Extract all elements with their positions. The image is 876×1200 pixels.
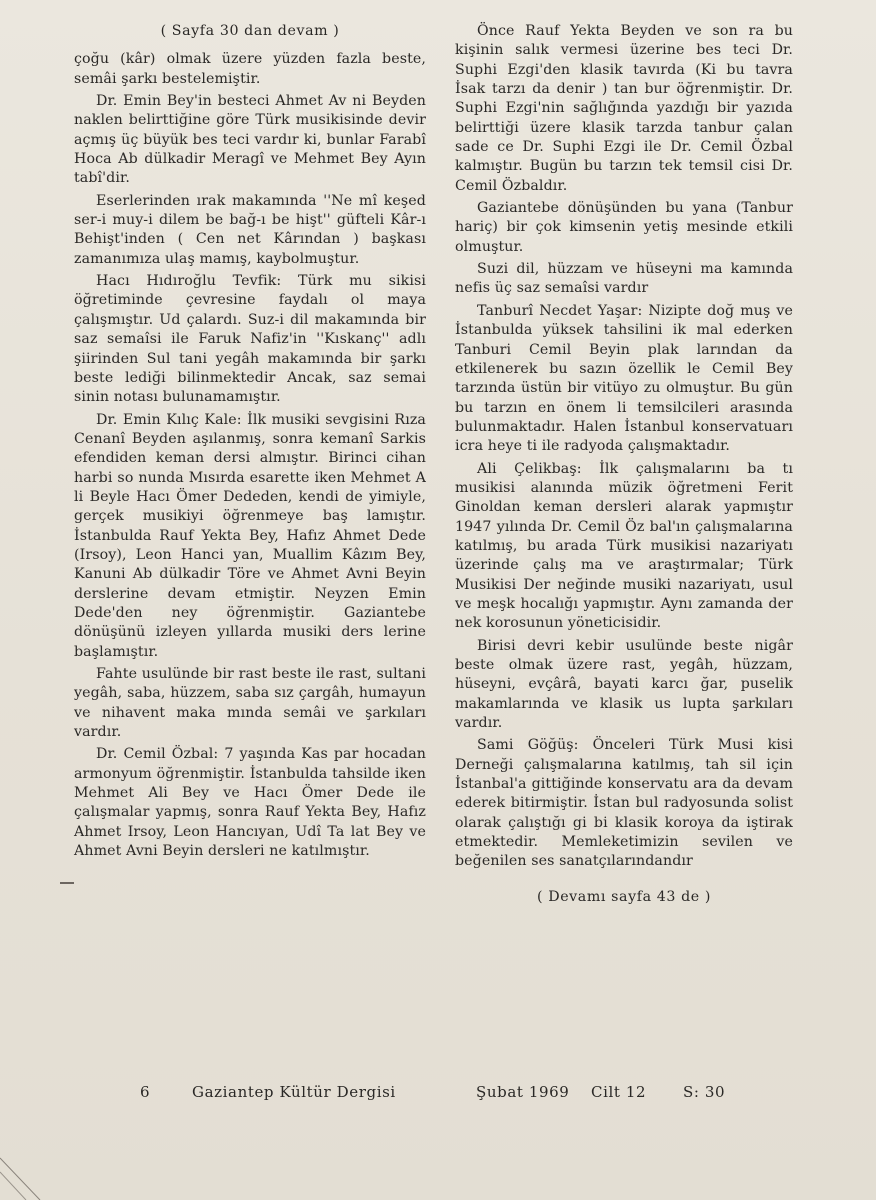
paragraph: Ali Çelikbaş: İlk çalışmalarını ba tı musikisi alanında müzik öğretmeni Ferit Ginoldan keman dersleri alarak yapmıştır 1947 yılında Dr. Cemil Öz bal'ın çalışmalarına katılmış, bu arada Türk musikisi nazariyatı üzerinde çalış ma ve araştırmalar; Türk Musikisi Der neğinde musiki nazariyatı, usul ve meşk hocalığı yapmıştır. Aynı zamanda der nek korosunun yöneticisidir. bbox=[455, 460, 793, 632]
footer-volume: Cilt 12 bbox=[591, 1083, 647, 1101]
continued-on-note: ( Devamı sayfa 43 de ) bbox=[536, 888, 712, 905]
paragraph: çoğu (kâr) olmak üzere yüzden fazla beste, semâi şarkı bestelemiştir. bbox=[74, 51, 426, 87]
paragraph: Sami Göğüş: Önceleri Türk Musi kisi Derneği çalışmalarına katılmış, tah sil için İstanbal'a gittiğinde konservatu ara da devam ederek bitirmiştir. İstan bul radyosunda solist olarak çalıştığı gi bi klasik koroya da iştirak etmektedir. Memleketimizin sevilen ve beğenilen ses sanatçılarındandır bbox=[455, 737, 793, 870]
right-column bbox=[455, 22, 793, 910]
paragraph: Birisi devri kebir usulünde beste nigâr beste olmak üzere rast, yegâh, hüzzam, hüseyni, evçârâ, bayati karcı ğar, puselik makamlarında ve klasik us lupta şarkıları vardır. bbox=[455, 637, 793, 732]
paragraph: Tanburî Necdet Yaşar: Nizipte doğ muş ve İstanbulda yüksek tahsilini ik mal ederken Tanburi Cemil Beyin plak larından da etkilenerek bu sazın özellik le Cemil Bey tarzında üstün bir vitüyo zu olmuştur. Bu gün bu tarzın en önem li temsilcileri arasında bulunmaktadır. Halen İstanbul konservatuarı icra heye ti ile radyoda çalışmaktadır. bbox=[455, 302, 793, 455]
paragraph: Önce Rauf Yekta Beyden ve son ra bu kişinin salık vermesi üzerine bes teci Dr. Suphi Ezgi'den klasik tavırda (Ki bu tavra İsak tarzı da denir ) tan bur öğrenmiştir. Dr. Suphi Ezgi'nin sağlığında yazdığı bir yazıda belirttiği üzere klasik tarzda tanbur çalan sade ce Dr. Suphi Ezgi ile Dr. Cemil Özbal kalmıştır. Bugün bu tarzın tek temsil cisi Dr. Cemil Özbaldır. bbox=[455, 23, 793, 194]
paragraph: Gaziantebe dönüşünden bu yana (Tanbur hariç) bir çok kimsenin yetiş mesinde etkili olmuştur. bbox=[455, 200, 793, 255]
footer-magazine-title: Gaziantep Kültür Dergisi bbox=[192, 1083, 396, 1101]
paragraph: Dr. Emin Kılıç Kale: İlk musiki sevgisini Rıza Cenanî Beyden aşılanmış, sonra kemanî Sarkis efendiden keman dersi almıştır. Birinci cihan harbi so nunda Mısırda esarette iken Mehmet A li Beyle Hacı Ömer Dededen, kendi de yimiyle, gerçek musikiyi öğrenmeye baş lamıştır. İstanbulda Rauf Yekta Bey, Hafız Ahmet Dede (Irsoy), Leon Hanci yan, Muallim Kâzım Bey, Kanuni Ab dülkadir Töre ve Ahmet Avni Beyin derslerine devam etmiştir. Neyzen Emin Dede'den ney öğrenmiştir. Gaziantebe dönüşünü izleyen yıllarda musiki ders lerine başlamıştır. bbox=[74, 411, 426, 660]
paragraph: Eserlerinden ırak makamında ''Ne mî keşed ser-i muy-i dilem be bağ-ı be hişt'' güfteli Kâr-ı Behişt'inden ( Cen net Kârından ) başkası zamanımıza ulaş mamış, kaybolmuştur. bbox=[74, 192, 426, 267]
page-corner-fold-mark bbox=[0, 1150, 60, 1200]
paragraph: Fahte usulünde bir rast beste ile rast, sultani yegâh, saba, hüzzem, saba sız çargâh, humayun ve nihavent maka mında semâi ve şarkıları vardır. bbox=[74, 666, 426, 741]
left-column bbox=[74, 22, 426, 864]
footer-date: Şubat 1969 bbox=[476, 1083, 570, 1101]
margin-pen-mark bbox=[60, 882, 74, 884]
paragraph: Dr. Cemil Özbal: 7 yaşında Kas par hocadan armonyum öğrenmiştir. İstanbulda tahsilde iken Mehmet Ali Bey ve Hacı Ömer Dede ile çalışmalar yapmış, sonra Rauf Yekta Bey, Hafız Ahmet Irsoy, Leon Hancıyan, Udî Ta lat Bey ve Ahmet Avni Beyin dersleri ne katılmıştır. bbox=[74, 746, 426, 860]
footer-issue: S: 30 bbox=[683, 1083, 726, 1101]
paragraph: Hacı Hıdıroğlu Tevfik: Türk mu sikisi öğretiminde çevresine faydalı ol maya çalışmıştır. Ud çalardı. Suz-i dil makamında bir saz semaîsi ile Faruk Nafiz'in ''Kıskanç'' adlı şiirinden Sul tani yegâh makamında bir şarkı beste lediği bilinmektedir Ancak, saz semai sinin notası bulunamamıştır. bbox=[74, 273, 426, 406]
footer-page-number: 6 bbox=[140, 1083, 151, 1101]
continued-from-note: ( Sayfa 30 dan devam ) bbox=[160, 23, 340, 39]
paragraph: Dr. Emin Bey'in besteci Ahmet Av ni Beyden naklen belirttiğine göre Türk musikisinde devir açmış üç büyük bes teci vardır ki, bunlar Farabî Hoca Ab dülkadir Meragî ve Mehmet Bey Ayın tabî'dir. bbox=[74, 93, 426, 187]
paragraph: Suzi dil, hüzzam ve hüseyni ma kamında nefis üç saz semaîsi vardır bbox=[455, 261, 793, 297]
